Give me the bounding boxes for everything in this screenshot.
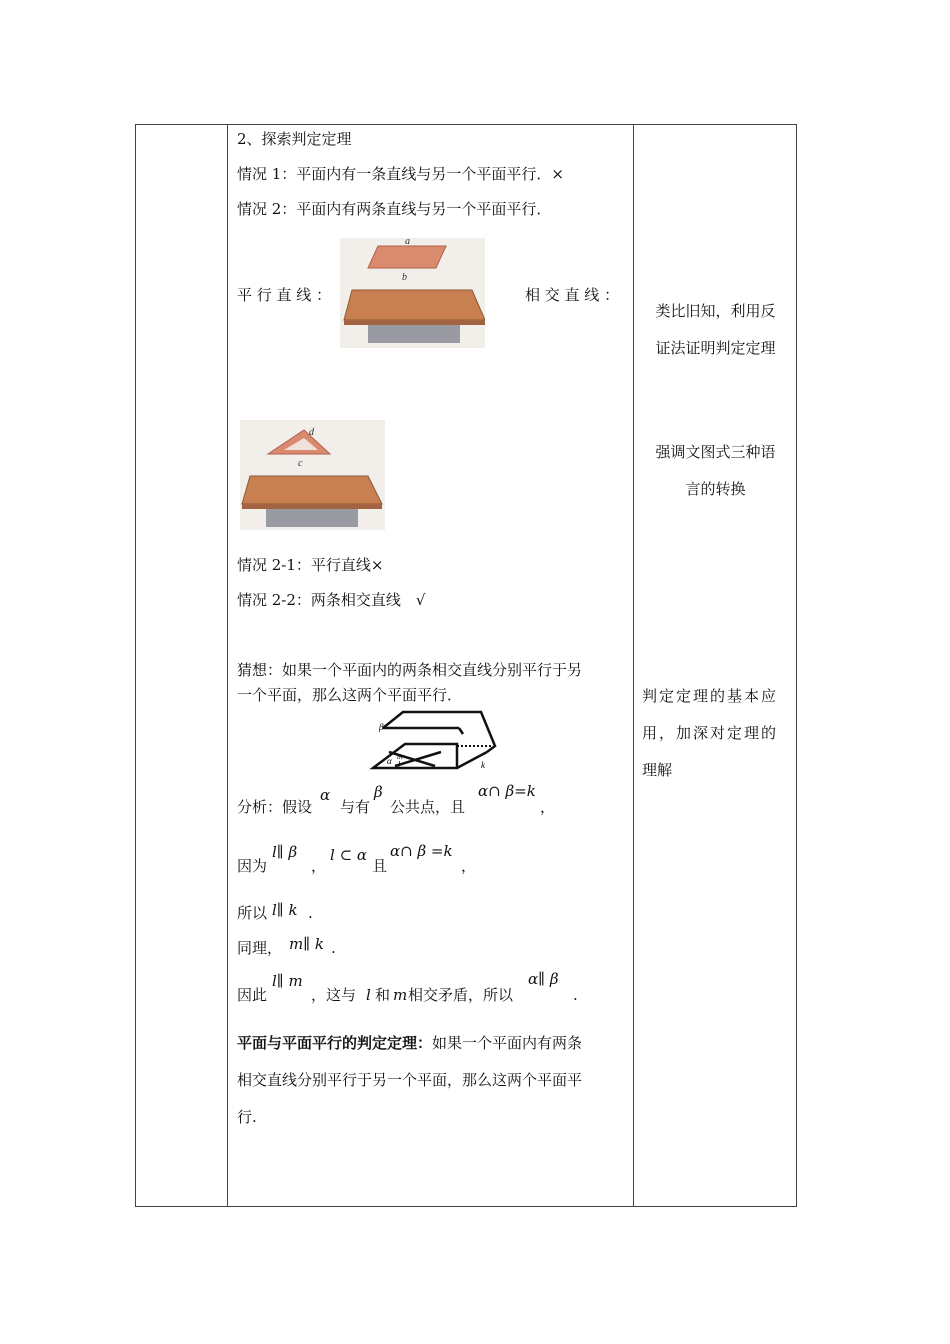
similarly-end: . (331, 939, 336, 957)
plane-beta-side (459, 728, 463, 734)
column-divider-2 (633, 125, 634, 1206)
therefore-prefix: 因此 (237, 986, 268, 1004)
note-application (642, 678, 792, 789)
note-three-languages (638, 434, 793, 508)
therefore-end: . (573, 986, 578, 1004)
theorem-line-3: 行. (237, 1108, 257, 1126)
because-comma-1: ， (311, 857, 327, 875)
note-analogy-line-1: 类比旧知，利用反 (655, 302, 776, 320)
upper-card (368, 246, 446, 268)
theorem-line-1-rest: 如果一个平面内有两条 (432, 1034, 583, 1052)
because-comma-2: ， (461, 857, 477, 875)
note-three-languages-line-2: 言的转换 (685, 480, 746, 498)
board-shadow-2 (266, 509, 358, 527)
analysis-alpha: α (320, 786, 331, 804)
because-intersection: α∩ β =k (390, 842, 453, 860)
note-application-line-1: 判定定理的基本应 (642, 687, 779, 705)
label-l: l (398, 760, 401, 769)
label-beta: β (379, 722, 384, 732)
so-end: . (308, 904, 313, 922)
because-l-par-beta: l∥ β (272, 843, 298, 861)
therefore-contradict: 相交矛盾，所以 (408, 986, 514, 1004)
label-d: d (309, 427, 314, 438)
similarly-expr: m∥ k (289, 935, 325, 953)
label-m: m (397, 752, 403, 761)
conjecture-line-2: 一个平面，那么这两个平面平行． (237, 686, 463, 704)
two-planes-figure (365, 706, 500, 774)
theorem-line-2: 相交直线分别平行于另一个平面，那么这两个平面平 (237, 1071, 583, 1089)
analysis-prefix: 分析：假设 (237, 798, 313, 816)
board-top-2 (242, 476, 382, 504)
board-edge (344, 320, 485, 325)
case-1: 情况 1：平面内有一条直线与另一个平面平行．× (237, 165, 564, 183)
label-alpha: α (387, 756, 392, 766)
label-b: b (402, 272, 407, 283)
because-prefix: 因为 (237, 857, 268, 875)
intersecting-lines-label: 相 交 直 线 ： (525, 286, 620, 304)
note-three-languages-line-1: 强调文图式三种语 (655, 443, 776, 461)
plane-alpha-outline (373, 744, 457, 768)
board-shadow (368, 325, 460, 343)
therefore-mid: ，这与 (311, 986, 357, 1004)
therefore-conclusion: α∥ β (528, 970, 559, 988)
therefore-and: 和 (375, 986, 391, 1004)
note-application-line-3: 理解 (642, 761, 673, 779)
case-2-2: 情况 2-2：两条相交直线 √ (237, 591, 426, 609)
so-expr: l∥ k (272, 901, 298, 919)
analysis-beta: β (374, 783, 383, 801)
note-analogy (638, 293, 793, 367)
theorem-line-1 (237, 1034, 582, 1052)
analysis-common-point: 公共点，且 (390, 798, 466, 816)
intersecting-lines-figure (240, 420, 385, 530)
label-a: a (405, 238, 410, 247)
line-m (389, 752, 435, 766)
theorem-title: 平面与平面平行的判定定理： (237, 1034, 433, 1052)
case-2: 情况 2：平面内有两条直线与另一个平面平行． (237, 200, 552, 218)
similarly-prefix: 同理， (237, 939, 283, 957)
analysis-with: 与有 (340, 798, 371, 816)
therefore-expr: l∥ m (272, 972, 303, 990)
parallel-lines-figure (340, 238, 485, 348)
column-divider-1 (227, 125, 228, 1206)
parallel-lines-label: 平 行 直 线 ： (237, 286, 332, 304)
conjecture-line-1: 猜想：如果一个平面内的两条相交直线分别平行于另 (237, 661, 583, 679)
board-top (344, 290, 485, 320)
because-and: 且 (372, 857, 388, 875)
note-application-line-2: 用，加深对定理的 (642, 724, 779, 742)
board-edge-2 (242, 504, 382, 509)
note-analogy-line-2: 证法证明判定定理 (655, 339, 776, 357)
so-prefix: 所以 (237, 904, 268, 922)
analysis-intersection: α∩ β=k (478, 782, 536, 800)
section-heading: 2、探索判定定理 (237, 130, 352, 148)
label-k: k (481, 760, 485, 770)
analysis-comma: ， (540, 798, 556, 816)
therefore-m: m (393, 986, 408, 1004)
therefore-l: l (366, 986, 371, 1004)
case-2-1: 情况 2-1：平行直线× (237, 556, 384, 574)
label-c: c (298, 458, 303, 469)
because-l-in-alpha: l ⊂ α (330, 846, 368, 864)
